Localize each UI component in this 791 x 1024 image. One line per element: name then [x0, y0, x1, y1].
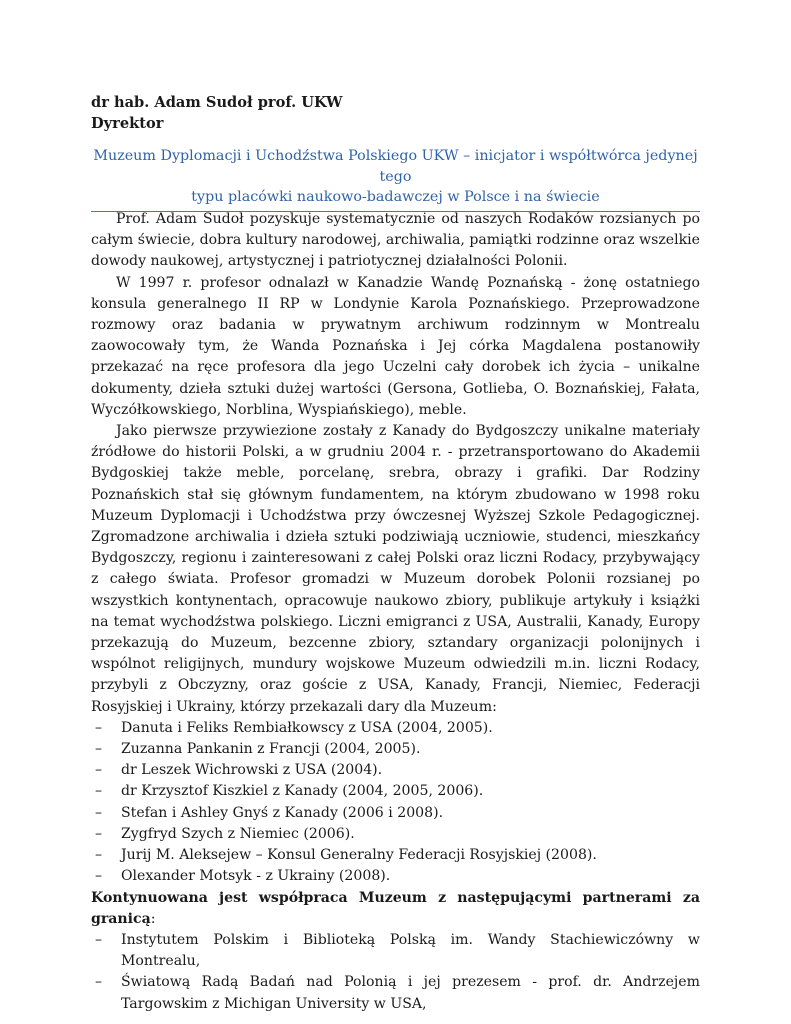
list-item-text: Zuzanna Pankanin z Francji (2004, 2005). [121, 741, 421, 758]
list-item [91, 845, 700, 866]
list-item [91, 930, 700, 972]
list-item [91, 866, 700, 887]
dash-bullet: – [95, 719, 103, 736]
partners-heading-colon: : [150, 910, 156, 927]
partners-heading [91, 888, 700, 930]
list-item-text: Stefan i Ashley Gnyś z Kanady (2006 i 2008). [121, 804, 444, 821]
list-item [91, 718, 700, 739]
list-item [91, 739, 700, 760]
list-item-text: dr Leszek Wichrowski z USA (2004). [121, 762, 383, 779]
list-item-text: Instytutem Polskim i Biblioteką Polską im. Wandy Stachiewiczówny w Montrealu, [121, 931, 700, 970]
subtitle-line-2: typu placówki naukowo-badawczej w Polsce i na świecie [191, 189, 600, 205]
dash-bullet: – [95, 847, 103, 864]
dash-bullet: – [95, 783, 103, 800]
list-item-text: Światową Radą Badań nad Polonią i jej prezesem - prof. dr. Andrzejem Targowskim z Michigan University w USA, [121, 974, 700, 1012]
list-item-text: Olexander Motsyk - z Ukrainy (2008). [121, 868, 391, 885]
dash-bullet: – [95, 931, 103, 948]
document-subtitle [91, 146, 700, 212]
list-item-text: Danuta i Feliks Rembiałkowscy z USA (2004, 2005). [121, 719, 493, 736]
dash-bullet: – [95, 825, 103, 842]
list-item [91, 781, 700, 802]
author-role: Dyrektor [91, 115, 164, 132]
list-item [91, 760, 700, 781]
dash-bullet: – [95, 741, 103, 758]
subtitle-line-1: Muzeum Dyplomacji i Uchodźstwa Polskiego UKW – inicjator i współtwórca jedynej tego [93, 148, 698, 185]
author-header [91, 92, 343, 134]
paragraph-2: W 1997 r. profesor odnalazł w Kanadzie Wandę Poznańską - żonę ostatniego konsula generalnego II RP w Londynie Karola Poznańskiego. Przeprowadzone rozmowy oraz badania w prywatnym archiwum rodzinnym w Montrealu zaowocowały tym, że Wanda Poznańska i Jej córka Magdalena postanowiły przekazać na ręce profesora dla jego Uczelni cały dorobek ich życia – unikalne dokumenty, dzieła sztuki dużej wartości (Gersona, Gotlieba, O. Boznańskiej, Fałata, Wyczółkowskiego, Norblina, Wyspiańskiego), meble. [91, 274, 700, 418]
partner-list [91, 930, 700, 1015]
paragraph-1: Prof. Adam Sudoł pozyskuje systematycznie od naszych Rodaków rozsianych po całym świecie, dobra kultury narodowej, archiwalia, pamiątki rodzinne oraz wszelkie dowody naukowej, artystycznej i patriotycznej działalności Polonii. [91, 211, 700, 270]
list-item-text: Zygfryd Szych z Niemiec (2006). [121, 825, 355, 842]
donor-list [91, 718, 700, 888]
author-name: dr hab. Adam Sudoł prof. UKW [91, 94, 343, 111]
list-item [91, 972, 700, 1014]
dash-bullet: – [95, 762, 103, 779]
paragraph-3: Jako pierwsze przywiezione zostały z Kanady do Bydgoszczy unikalne materiały źródłowe do historii Polski, a w grudniu 2004 r. - przetransportowano do Akademii Bydgoskiej także meble, porcelanę, srebra, obrazy i grafiki. Dar Rodziny Poznańskich stał się głównym fundamentem, na którym zbudowano w 1998 roku Muzeum Dyplomacji i Uchodźstwa przy ówczesnej Wyższej Szkole Pedagogicznej. Zgromadzone archiwalia i dzieła sztuki podziwiają uczniowie, studenci, mieszkańcy Bydgoszczy, regionu i zainteresowani z całej Polski oraz liczni Rodacy, przybywający z całego świata. Profesor gromadzi w Muzeum dorobek Polonii rozsianej po wszystkich kontynentach, opracowuje naukowo zbiory, publikuje artykuły i książki na temat wychodźstwa polskiego. Liczni emigranci z USA, Australii, Kanady, Europy przekazują do Muzeum, bezcenne zbiory, sztandary organizacji polonijnych i wspólnot religijnych, mundury wojskowe Muzeum odwiedzili m.in. liczni Rodacy, przybyli z Obczyzny, oraz goście z USA, Kanady, Francji, Niemiec, Federacji Rosyjskiej i Ukrainy, którzy przekazali dary dla Muzeum: [91, 423, 700, 715]
list-item [91, 803, 700, 824]
document-body [91, 209, 700, 1015]
dash-bullet: – [95, 868, 103, 885]
list-item-text: Jurij M. Aleksejew – Konsul Generalny Federacji Rosyjskiej (2008). [121, 847, 597, 864]
dash-bullet: – [95, 974, 103, 991]
list-item [91, 824, 700, 845]
list-item-text: dr Krzysztof Kiszkiel z Kanady (2004, 2005, 2006). [121, 783, 484, 800]
partners-heading-text: Kontynuowana jest współpraca Muzeum z następującymi partnerami za granicą [91, 889, 700, 927]
dash-bullet: – [95, 804, 103, 821]
